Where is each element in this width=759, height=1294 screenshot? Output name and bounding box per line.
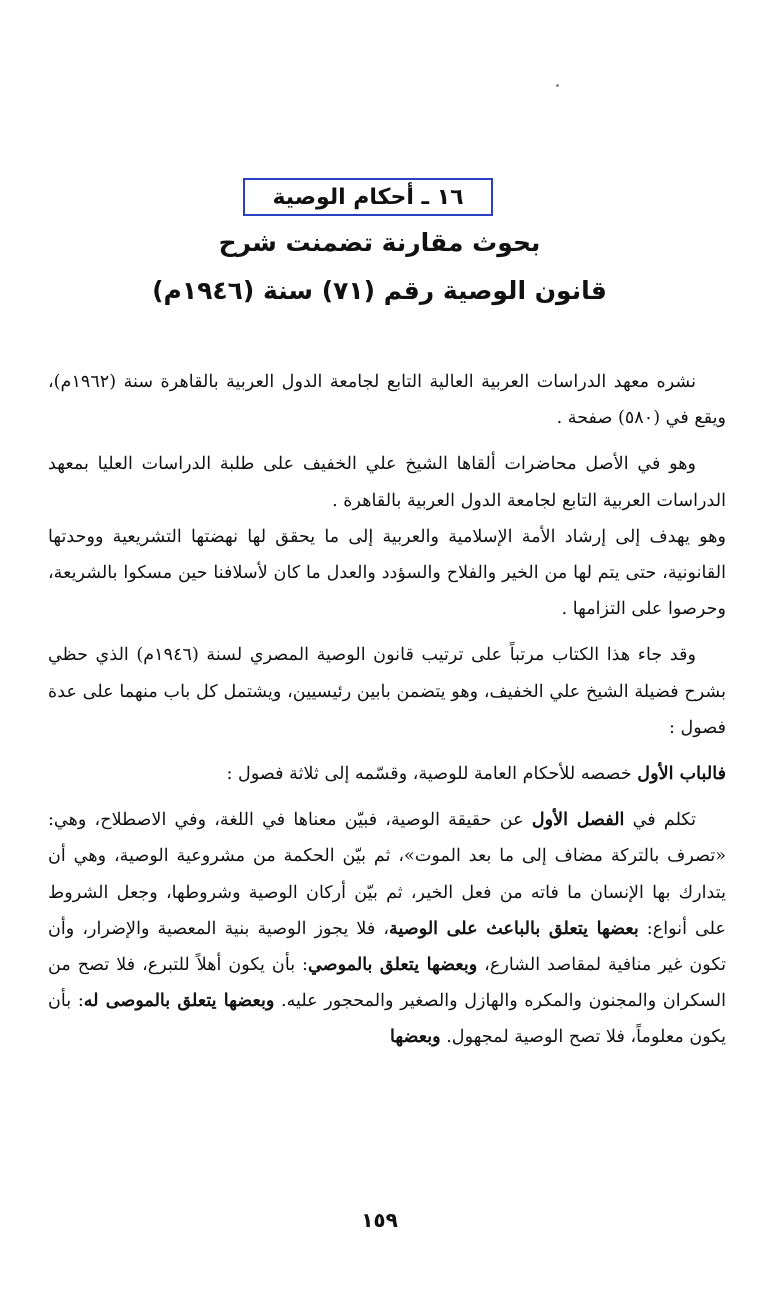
first-chapter-label: فالباب الأول [637, 763, 726, 785]
p5-bold-1: الفصل الأول [531, 809, 625, 831]
p5-bold-3: وبعضها يتعلق بالموصي [307, 954, 478, 976]
p5-bold-2: بعضها يتعلق بالباعث على الوصية [389, 917, 639, 939]
p5-text-d: : بأن يكون أهلاً للتبرع، فلا تصح من السكران والمجنون والمكره والهازل والصغير والمحجور عليه. [48, 955, 726, 1012]
page-number: ١٥٩ [361, 1208, 398, 1232]
paragraph-structure: وقد جاء هذا الكتاب مرتباً على ترتيب قانون الوصية المصري لسنة (١٩٤٦م) الذي حظي بشرح فضيلة الشيخ علي الخفيف، وهو يتضمن بابين رئيسيين، ويشتمل كل باب منهما على عدة فصول : [48, 645, 726, 738]
p5-text-b: عن حقيقة الوصية، فبيّن معناها في اللغة، وفي الاصطلاح، وهي: «تصرف بالتركة مضاف إلى ما بعد الموت»، ثم بيّن الحكمة من مشروعية الوصية، وهي أن يتدارك بها الإنسان ما فاته من فعل الخير، ثم بيّن أركان الوصية وشروطها، وجعل الشروط على أنواع: [48, 810, 726, 939]
p5-text-e: : بأن يكون معلوماً، فلا تصح الوصية لمجهول. [48, 991, 726, 1048]
p5-text-c: ، فلا يجوز الوصية بنية المعصية والإضرار، وأن تكون غير منافية لمقاصد الشارع، [48, 918, 726, 976]
p5-bold-5: وبعضها [390, 1026, 441, 1048]
p5-text-a: تكلم في [624, 810, 697, 831]
p5-bold-4: وبعضها يتعلق بالموصى له [83, 990, 275, 1012]
book-subtitle-line-1: بحوث مقارنة تضمنت شرح [218, 228, 541, 257]
paragraph-first-section [48, 802, 726, 1055]
section-heading-text: ١٦ ـ أحكام الوصية [272, 184, 464, 210]
section-heading [243, 178, 493, 216]
body-text [48, 364, 726, 1066]
paragraph-origin-text: وهو في الأصل محاضرات ألقاها الشيخ علي الخفيف على طلبة الدراسات العليا بمعهد الدراسات العربية التابع لجامعة الدول العربية بالقاهرة . [48, 454, 726, 511]
book-subtitle-line-2: قانون الوصية رقم (٧١) سنة (١٩٤٦م) [152, 276, 607, 305]
paragraph-aim-text: وهو يهدف إلى إرشاد الأمة الإسلامية والعربية إلى ما يحقق لها نهضتها التشريعية ووحدتها القانونية، حتى يتم لها من الخير والفلاح والسؤدد والعدل ما كان لأسلافنا حين مسكوا بالشريعة، وحرصوا على التزامها . [48, 526, 726, 620]
paragraph-publication: نشره معهد الدراسات العربية العالية التابع لجامعة الدول العربية بالقاهرة سنة (١٩٦٢م)، ويقع في (٥٨٠) صفحة . [48, 372, 726, 429]
paragraph-origin [48, 446, 726, 627]
first-chapter-text: خصصه للأحكام العامة للوصية، وقسّمه إلى ثلاثة فصول : [226, 764, 638, 785]
ink-speck [556, 84, 559, 87]
paragraph-first-chapter [48, 756, 726, 792]
